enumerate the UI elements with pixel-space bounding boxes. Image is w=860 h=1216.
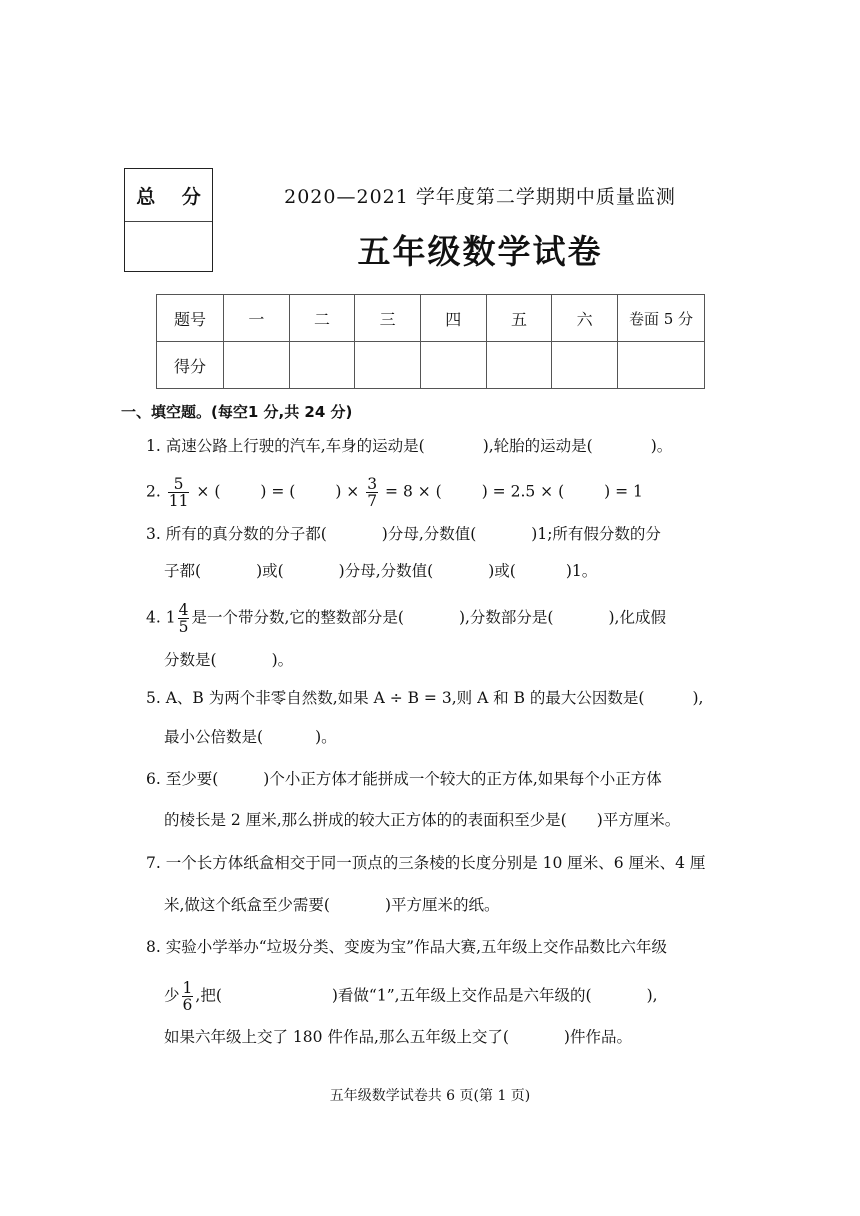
- fraction: [168, 476, 190, 509]
- question-text: )。: [650, 437, 673, 455]
- score-cell[interactable]: [486, 342, 552, 389]
- score-cell[interactable]: [420, 342, 486, 389]
- page-footer: 五年级数学试卷共 6 页(第 1 页): [329, 1088, 531, 1104]
- question-6-line-2: [164, 810, 680, 830]
- question-text: )。: [315, 728, 337, 746]
- question-text: )件作品。: [563, 1028, 632, 1046]
- question-text: )1;所有假分数的分: [531, 525, 661, 543]
- question-text: 1. 高速公路上行驶的汽车,车身的运动是(: [146, 437, 425, 455]
- question-4-line-2: [164, 650, 293, 670]
- score-table-header: 六: [552, 295, 618, 342]
- question-text: 3. 所有的真分数的分子都(: [146, 525, 327, 543]
- question-text: 子都(: [164, 562, 202, 580]
- score-table-header: 三: [355, 295, 421, 342]
- question-text: )或(: [488, 562, 516, 580]
- question-text: 米,做这个纸盒至少需要(: [164, 896, 330, 914]
- question-text: 的棱长是 2 厘米,那么拼成的较大正方体的的表面积至少是(: [164, 811, 567, 829]
- question-text: ),分数部分是(: [458, 608, 554, 627]
- question-text: 分数是(: [164, 651, 217, 669]
- score-table-header: 五: [486, 295, 552, 342]
- question-7-line-2: [164, 895, 500, 915]
- score-cell[interactable]: [224, 342, 290, 389]
- exam-subtitle: 2020—2021 学年度第二学期期中质量监测: [284, 186, 676, 208]
- question-text: 8. 实验小学举办“垃圾分类、变废为宝”作品大赛,五年级上交作品数比六年级: [146, 938, 667, 956]
- question-6: [146, 769, 662, 789]
- score-cell[interactable]: [618, 342, 705, 389]
- question-text: )分母,分数值(: [381, 525, 477, 543]
- question-5-line-2: [164, 727, 337, 747]
- score-table: [156, 294, 705, 389]
- question-text: ),化成假: [608, 608, 666, 627]
- question-text: 如果六年级上交了 180 件作品,那么五年级上交了(: [164, 1028, 509, 1046]
- fraction-numerator: 3: [367, 475, 378, 493]
- question-3: [146, 524, 661, 544]
- question-text: )1。: [565, 562, 598, 580]
- fraction: [366, 476, 378, 509]
- score-table-header: 二: [289, 295, 355, 342]
- fraction: [182, 980, 194, 1013]
- question-text: ) = 2.5 × (: [481, 482, 565, 501]
- question-text: 最小公倍数是(: [164, 728, 264, 746]
- question-text: )或(: [256, 562, 284, 580]
- question-8: [146, 937, 667, 957]
- score-cell[interactable]: [355, 342, 421, 389]
- question-text: ) ×: [335, 482, 360, 501]
- question-text: ),轮胎的运动是(: [482, 437, 593, 455]
- question-1: [146, 436, 672, 456]
- score-row-label: 得分: [157, 342, 224, 389]
- score-table-header-row: [157, 295, 705, 342]
- question-text: 少: [164, 986, 180, 1005]
- fraction-numerator: 4: [178, 601, 189, 619]
- score-table-score-row: [157, 342, 705, 389]
- score-cell[interactable]: [552, 342, 618, 389]
- question-text: ) = 1: [604, 482, 643, 501]
- section-heading: 一、填空题。(每空1 分,共 24 分): [121, 403, 353, 421]
- score-table-header: 一: [224, 295, 290, 342]
- total-score-box: [124, 168, 213, 272]
- question-text: ) = (: [260, 482, 296, 501]
- question-3-line-2: [164, 561, 597, 581]
- question-text: )。: [271, 651, 294, 669]
- question-text: 6. 至少要(: [146, 770, 219, 788]
- question-text: ),: [692, 689, 704, 707]
- score-table-header: 四: [420, 295, 486, 342]
- question-8-line-2: [164, 980, 658, 1013]
- fraction-numerator: 5: [168, 476, 190, 493]
- score-cell[interactable]: [289, 342, 355, 389]
- question-text: )个小正方体才能拼成一个较大的正方体,如果每个小正方体: [263, 770, 662, 788]
- question-text: ),: [646, 986, 658, 1005]
- question-2: [146, 476, 643, 509]
- fraction-denominator: 7: [367, 492, 378, 510]
- question-text: )平方厘米。: [596, 811, 681, 829]
- question-text: )平方厘米的纸。: [384, 896, 500, 914]
- question-5: [146, 688, 703, 708]
- score-table-header: 卷面 5 分: [618, 295, 705, 342]
- question-text: = 8 × (: [385, 482, 442, 501]
- fraction-numerator: 1: [182, 979, 193, 997]
- question-text: 5. A、B 为两个非零自然数,如果 A ÷ B = 3,则 A 和 B 的最大公因数是(: [146, 689, 645, 707]
- fraction-denominator: 11: [168, 492, 189, 510]
- question-number: 2.: [146, 482, 161, 501]
- question-7: [146, 853, 705, 873]
- question-4: [146, 602, 666, 635]
- question-text: 是一个带分数,它的整数部分是(: [191, 608, 404, 627]
- question-8-line-3: [164, 1027, 632, 1047]
- question-text: )分母,分数值(: [338, 562, 434, 580]
- question-text: )看做“1”,五年级上交作品是六年级的(: [331, 986, 592, 1005]
- question-text: × (: [196, 482, 221, 501]
- fraction-denominator: 6: [182, 996, 193, 1014]
- question-text: ,把(: [195, 986, 222, 1005]
- fraction-denominator: 5: [178, 618, 189, 636]
- exam-title: 五年级数学试卷: [357, 232, 603, 271]
- total-score-label: 总 分: [125, 169, 212, 222]
- question-text: 7. 一个长方体纸盒相交于同一顶点的三条棱的长度分别是 10 厘米、6 厘米、4 厘: [146, 854, 706, 872]
- question-text: 4. 1: [146, 608, 176, 627]
- fraction: [178, 602, 190, 635]
- score-table-header: 题号: [157, 295, 224, 342]
